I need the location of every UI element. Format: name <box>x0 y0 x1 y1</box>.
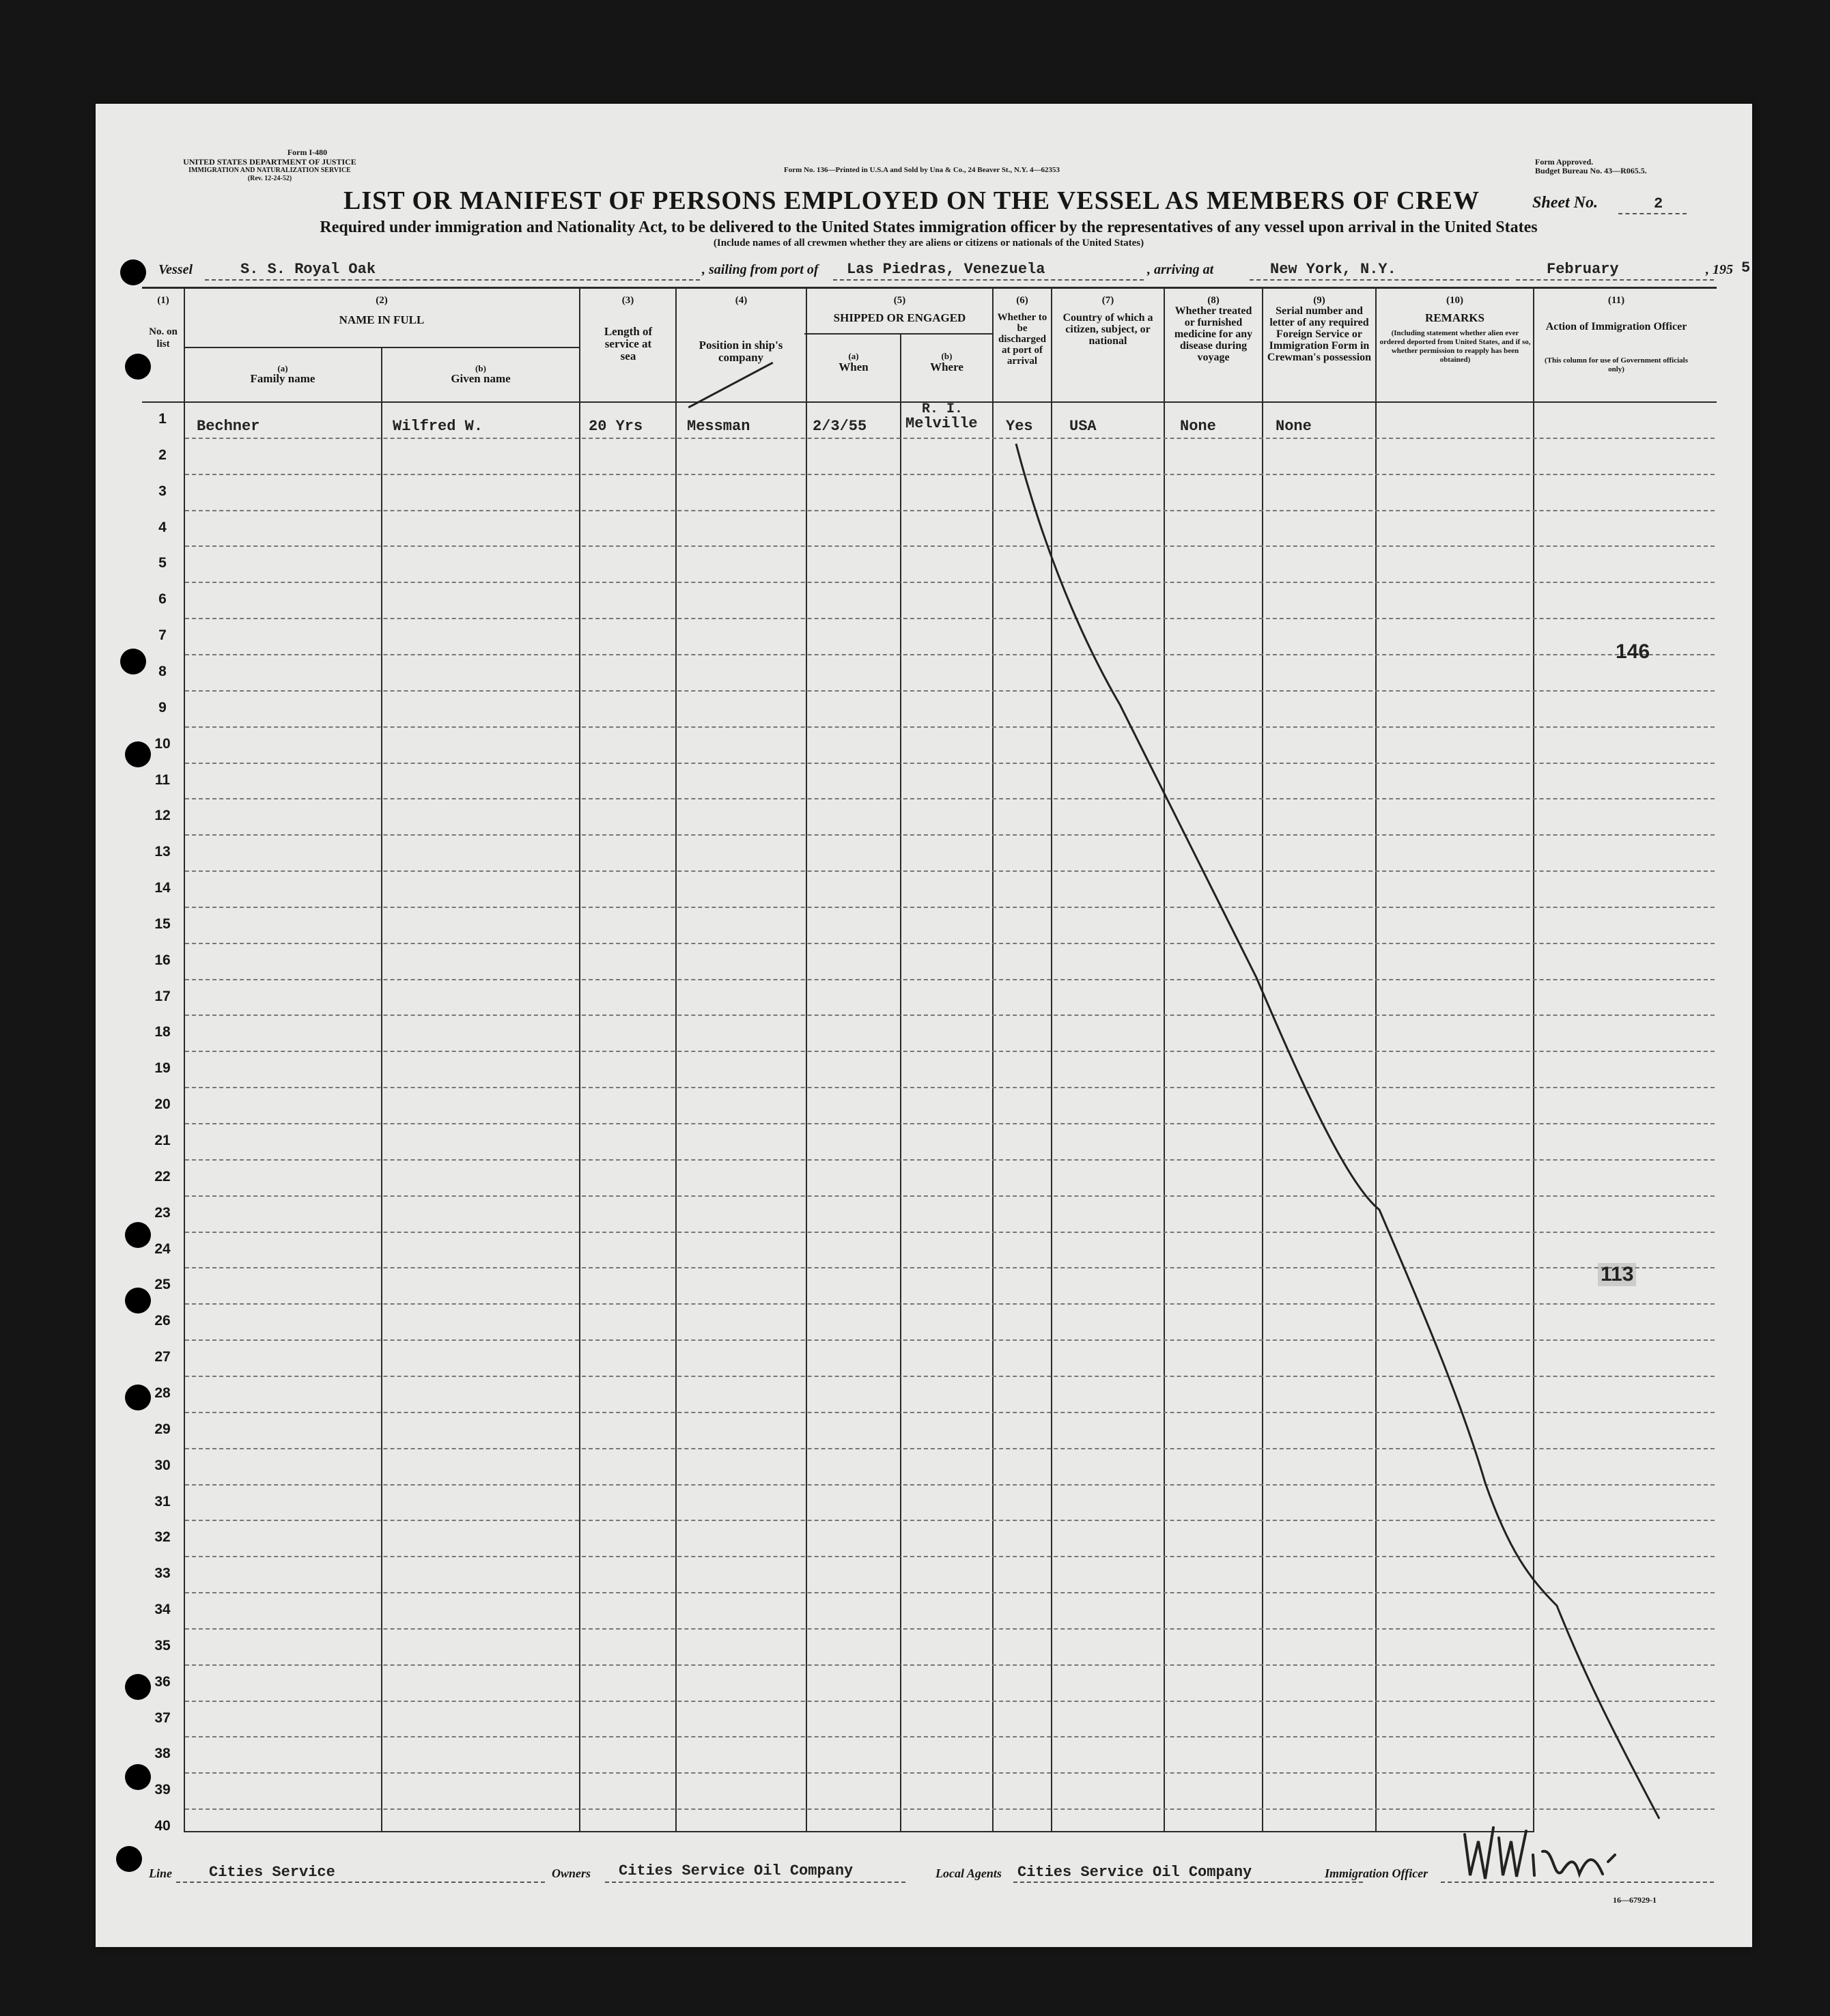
stamp-count-a: 146 <box>1616 640 1650 663</box>
row-number: 37 <box>154 1709 171 1726</box>
col5-number: (5) <box>893 295 906 306</box>
service-name: IMMIGRATION AND NATURALIZATION SERVICE <box>188 167 351 174</box>
col2b-header: Given name <box>451 372 511 385</box>
row-number: 23 <box>154 1204 171 1221</box>
punch-hole <box>120 649 146 675</box>
row-number: 19 <box>154 1060 171 1077</box>
row-number: 29 <box>154 1421 171 1437</box>
row-number: 12 <box>154 808 171 824</box>
sailing-port: Las Piedras, Venezuela <box>847 261 1045 278</box>
row-number: 4 <box>158 519 167 535</box>
row-number: 25 <box>154 1277 171 1293</box>
col2a-header: Family name <box>250 372 315 385</box>
year-suffix: 5 <box>1741 259 1751 276</box>
arriving-port: New York, N.Y. <box>1270 261 1396 278</box>
col8-number: (8) <box>1207 295 1220 306</box>
col9-header: Serial number and letter of any required Foreign Service or Immigration Form in Crewman's possession <box>1267 305 1372 363</box>
row-number: 6 <box>158 591 167 608</box>
form-number: Form I-480 <box>287 147 328 157</box>
row-number: 28 <box>154 1385 171 1401</box>
diagonal-strike-line <box>96 104 1752 1947</box>
row-number: 11 <box>154 771 171 788</box>
punch-hole <box>125 1222 151 1248</box>
col1-number: (1) <box>157 295 169 306</box>
row-number: 26 <box>154 1313 171 1329</box>
row-number: 24 <box>154 1240 171 1257</box>
row-number: 35 <box>154 1637 171 1653</box>
revision: (Rev. 12-24-52) <box>247 175 292 182</box>
entry-position: Messman <box>687 418 750 435</box>
row-number: 40 <box>154 1818 171 1834</box>
col11-header: Action of Immigration Officer <box>1545 321 1687 332</box>
sheet-number: 2 <box>1654 195 1663 212</box>
punch-hole <box>125 1288 151 1314</box>
entry-country: USA <box>1069 418 1097 435</box>
col2a-number: (a) <box>277 363 288 373</box>
col3-number: (3) <box>621 295 634 306</box>
entry-medicine: None <box>1180 418 1216 435</box>
row-number: 3 <box>158 483 167 499</box>
owners-value: Cities Service Oil Company <box>619 1862 854 1879</box>
punch-hole <box>125 354 151 380</box>
manifest-title: LIST OR MANIFEST OF PERSONS EMPLOYED ON THE VESSEL AS MEMBERS OF CREW <box>343 186 1480 215</box>
col10-note: (Including statement whether alien ever ordered deported from United States, and if so, whether permission to reapply has been obtained) <box>1379 329 1531 364</box>
row-number: 38 <box>154 1746 171 1762</box>
col5a-number: (a) <box>848 351 859 361</box>
entry-discharged: Yes <box>1006 418 1033 435</box>
owners-label: Owners <box>552 1866 591 1880</box>
col10-header: REMARKS <box>1425 311 1484 324</box>
entry-where-line1: R. I. <box>922 401 963 417</box>
row-number: 30 <box>154 1457 171 1473</box>
col2-number: (2) <box>376 295 388 306</box>
col5b-header: Where <box>930 360 963 373</box>
row-number: 1 <box>158 411 167 427</box>
row-number: 34 <box>154 1602 171 1618</box>
row-number: 5 <box>158 555 167 571</box>
entry-given-name: Wilfred W. <box>393 418 483 435</box>
col2b-number: (b) <box>475 363 486 373</box>
col4-header: Position in ship's company <box>699 339 783 364</box>
printer-note: Form No. 136—Printed in U.S.A and Sold by Una & Co., 24 Beaver St., N.Y. 4—62353 <box>784 166 1060 174</box>
punch-hole <box>125 1385 151 1410</box>
line-value: Cities Service <box>209 1864 335 1881</box>
col1-header: No. on list <box>149 326 178 350</box>
department: UNITED STATES DEPARTMENT OF JUSTICE <box>183 157 356 167</box>
manifest-sheet <box>96 104 1752 1947</box>
entry-serial: None <box>1276 418 1312 435</box>
footer-code: 16—67929-1 <box>1613 1895 1657 1905</box>
form-approved: Form Approved. <box>1535 157 1594 167</box>
arrival-date: February <box>1547 261 1619 278</box>
row-number: 9 <box>158 699 167 715</box>
row-number: 7 <box>158 627 167 644</box>
punch-hole <box>120 259 146 285</box>
col5b-number: (b) <box>941 351 953 361</box>
budget-bureau: Budget Bureau No. 43—R065.5. <box>1535 166 1647 175</box>
row-number: 20 <box>154 1096 171 1113</box>
col10-number: (10) <box>1446 295 1463 306</box>
row-number: 18 <box>154 1024 171 1040</box>
sheet-label: Sheet No. <box>1532 194 1598 212</box>
agents-label: Local Agents <box>935 1866 1002 1880</box>
col2-header: NAME IN FULL <box>339 313 425 326</box>
stamp-count-b: 113 <box>1598 1263 1636 1286</box>
col8-header: Whether treated or furnished medicine for any disease during voyage <box>1174 305 1253 363</box>
entry-service: 20 Yrs <box>589 418 643 435</box>
row-number: 16 <box>154 952 171 968</box>
col9-number: (9) <box>1313 295 1325 306</box>
entry-where-line2: Melville <box>905 415 978 432</box>
year-prefix: , 195 <box>1706 262 1733 277</box>
arriving-label: , arriving at <box>1147 262 1214 277</box>
row-number: 33 <box>154 1565 171 1582</box>
col7-number: (7) <box>1101 295 1114 306</box>
row-number: 22 <box>154 1168 171 1184</box>
row-number: 2 <box>158 446 167 463</box>
row-number: 14 <box>154 880 171 896</box>
row-number: 15 <box>154 915 171 932</box>
punch-hole <box>125 1674 151 1700</box>
row-number: 32 <box>154 1529 171 1546</box>
agents-value: Cities Service Oil Company <box>1017 1864 1252 1881</box>
punch-hole <box>116 1846 142 1872</box>
row-number: 39 <box>154 1782 171 1798</box>
row-number: 31 <box>154 1493 171 1509</box>
line-label: Line <box>149 1866 172 1880</box>
row-number: 10 <box>154 735 171 752</box>
manifest-subtitle: Required under immigration and Nationality Act, to be delivered to the United States immigration officer by the representatives of any vessel upon arrival in the United States <box>320 218 1538 236</box>
col5-header: SHIPPED OR ENGAGED <box>833 311 966 324</box>
officer-label: Immigration Officer <box>1325 1866 1428 1880</box>
vessel-name: S. S. Royal Oak <box>240 261 376 278</box>
col6-header: Whether to be discharged at port of arrival <box>997 312 1047 367</box>
col5a-header: When <box>839 360 869 373</box>
col7-header: Country of which a citizen, subject, or national <box>1062 312 1153 347</box>
officer-signature <box>1451 1814 1629 1889</box>
row-number: 27 <box>154 1349 171 1365</box>
col11-number: (11) <box>1607 295 1625 306</box>
row-number: 13 <box>154 844 171 860</box>
entry-when: 2/3/55 <box>813 418 867 435</box>
col6-number: (6) <box>1016 295 1028 306</box>
row-number: 36 <box>154 1673 171 1690</box>
col4-number: (4) <box>735 295 748 306</box>
sailing-label: , sailing from port of <box>702 262 819 277</box>
entry-family-name: Bechner <box>197 418 260 435</box>
manifest-note: (Include names of all crewmen whether they are aliens or citizens or nationals of the United States) <box>713 238 1144 249</box>
col11-note: (This column for use of Government officials only) <box>1544 356 1688 373</box>
vessel-label: Vessel <box>158 262 193 277</box>
col3-header: Length of service at sea <box>604 325 653 363</box>
row-number: 17 <box>154 988 171 1004</box>
punch-hole <box>125 741 151 767</box>
row-number: 8 <box>158 663 167 679</box>
punch-hole <box>125 1764 151 1790</box>
row-number: 21 <box>154 1133 171 1148</box>
